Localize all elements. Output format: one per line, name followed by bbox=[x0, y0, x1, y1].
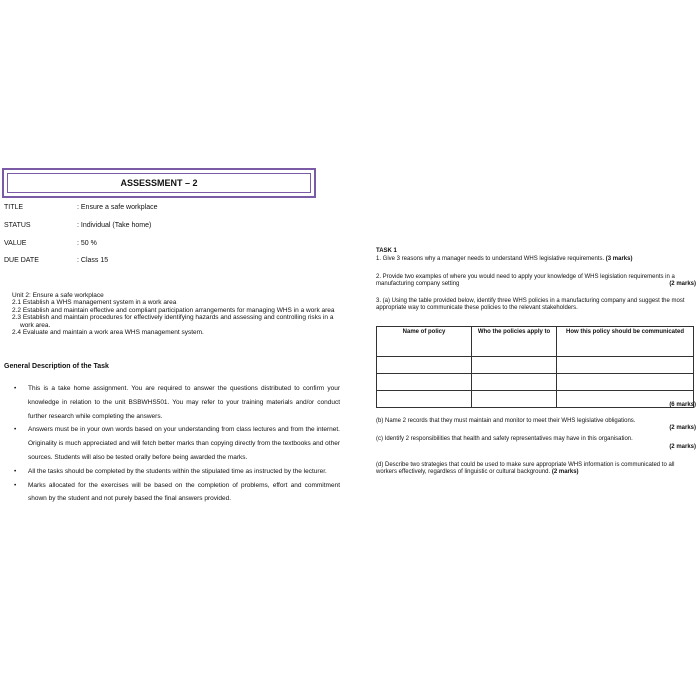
question-1 bbox=[376, 256, 696, 263]
assessment-title: ASSESSMENT – 2 bbox=[120, 178, 198, 188]
assessment-title-box bbox=[2, 168, 316, 198]
bullet-item bbox=[14, 465, 340, 479]
table-cell[interactable] bbox=[557, 357, 694, 374]
bullet-item bbox=[14, 479, 340, 507]
bullet-item bbox=[14, 423, 340, 464]
question-3b-marks-row bbox=[376, 425, 696, 432]
question-3c-marks-row bbox=[376, 444, 696, 451]
question-3c-text: (c) Identify 2 responsibilities that health and safety representatives may have in this organisation. bbox=[376, 436, 633, 442]
table-cell[interactable] bbox=[377, 374, 472, 391]
bullet-icon: • bbox=[14, 385, 17, 392]
question-2-marks: (2 marks) bbox=[669, 281, 696, 287]
table-row bbox=[377, 374, 694, 391]
meta-value: : Class 15 bbox=[77, 257, 109, 264]
general-description-heading: General Description of the Task bbox=[4, 363, 109, 370]
bullet-icon: • bbox=[14, 426, 17, 434]
bullet-text: Answers must be in your own words based on your understanding from class lectures and from the internet. Originality is much appreciated and will fetch better marks than copying directly from the textbooks and other sources. Students will also be tested orally before being awarded the marks. bbox=[28, 426, 340, 461]
bullet-item bbox=[14, 382, 340, 423]
meta-value: : 50 % bbox=[77, 240, 97, 247]
bullet-icon: • bbox=[14, 481, 17, 489]
unit-item: 2.3 Establish and maintain procedures for effectively identifying hazards and assessing and controlling risks in a work area. bbox=[12, 314, 334, 329]
meta-label: DUE DATE bbox=[4, 257, 39, 264]
meta-value: : Ensure a safe workplace bbox=[77, 204, 158, 211]
question-2-marks-row bbox=[376, 281, 696, 288]
bullet-text: All the tasks should be completed by the students within the stipulated time as instructed by the lecturer. bbox=[28, 467, 327, 475]
question-3b-marks: (2 marks) bbox=[669, 425, 696, 431]
meta-label: STATUS bbox=[4, 222, 31, 229]
table-header: Name of policy bbox=[377, 327, 472, 357]
unit-item: 2.1 Establish a WHS management system in a work area bbox=[12, 299, 177, 307]
bullet-text: Marks allocated for the exercises will be based on the completion of problems, effort and commitment shown by the student and not purely based the final answers provided. bbox=[28, 481, 340, 503]
table-cell[interactable] bbox=[377, 357, 472, 374]
assessment-page-left bbox=[0, 168, 345, 548]
general-bullets bbox=[14, 382, 340, 506]
unit-heading: Unit 2: Ensure a safe workplace bbox=[12, 292, 104, 299]
question-3c-marks: (2 marks) bbox=[669, 444, 696, 450]
bullet-icon: • bbox=[14, 467, 17, 475]
unit-outcomes bbox=[12, 292, 340, 336]
bullet-text: This is a take home assignment. You are required to answer the questions distributed to confirm your knowledge in relation to the unit BSBWHS501. You may refer to your training materials and/or conduct further research while completing the answers. bbox=[28, 385, 340, 420]
assessment-page-right bbox=[368, 240, 696, 500]
question-1-marks: (3 marks) bbox=[605, 256, 633, 262]
question-1-text: 1. Give 3 reasons why a manager needs to understand WHS legislative requirements. bbox=[376, 256, 605, 262]
task-heading: TASK 1 bbox=[376, 248, 397, 254]
policy-table bbox=[376, 326, 694, 408]
question-3a-marks: (6 marks) bbox=[669, 402, 696, 408]
unit-item: 2.4 Evaluate and maintain a work area WHS management system. bbox=[12, 329, 204, 337]
question-3a-text: 3. (a) Using the table provided below, identify three WHS policies in a manufacturing company and suggest the most appropriate way to communicate these policies to the relevant stakeholders. bbox=[376, 298, 685, 312]
meta-label: VALUE bbox=[4, 240, 27, 247]
question-3b-text: (b) Name 2 records that they must maintain and monitor to meet their WHS legislative obligations. bbox=[376, 418, 636, 424]
table-header: How this policy should be communicated bbox=[557, 327, 694, 357]
table-cell[interactable] bbox=[557, 374, 694, 391]
question-3d-marks: (2 marks) bbox=[551, 469, 579, 476]
question-3a-marks-row bbox=[376, 402, 696, 409]
question-3d-text: (d) Describe two strategies that could be used to make sure appropriate WHS information is communicated to all workers effectively, regardless of linguistic or cultural background. bbox=[376, 462, 675, 476]
meta-label: TITLE bbox=[4, 204, 24, 211]
question-3a bbox=[376, 298, 696, 313]
table-row bbox=[377, 357, 694, 374]
table-header: Who the policies apply to bbox=[472, 327, 557, 357]
table-cell[interactable] bbox=[472, 374, 557, 391]
unit-item: 2.2 Establish and maintain effective and compliant participation arrangements for managing WHS in a work area bbox=[12, 306, 335, 314]
question-3c bbox=[376, 436, 696, 443]
meta-value: : Individual (Take home) bbox=[77, 222, 152, 229]
table-cell[interactable] bbox=[472, 357, 557, 374]
question-2-text: 2. Provide two examples of where you would need to apply your knowledge of WHS legislation requirements in a manufacturing company setting bbox=[376, 274, 675, 288]
question-3d bbox=[376, 462, 696, 477]
